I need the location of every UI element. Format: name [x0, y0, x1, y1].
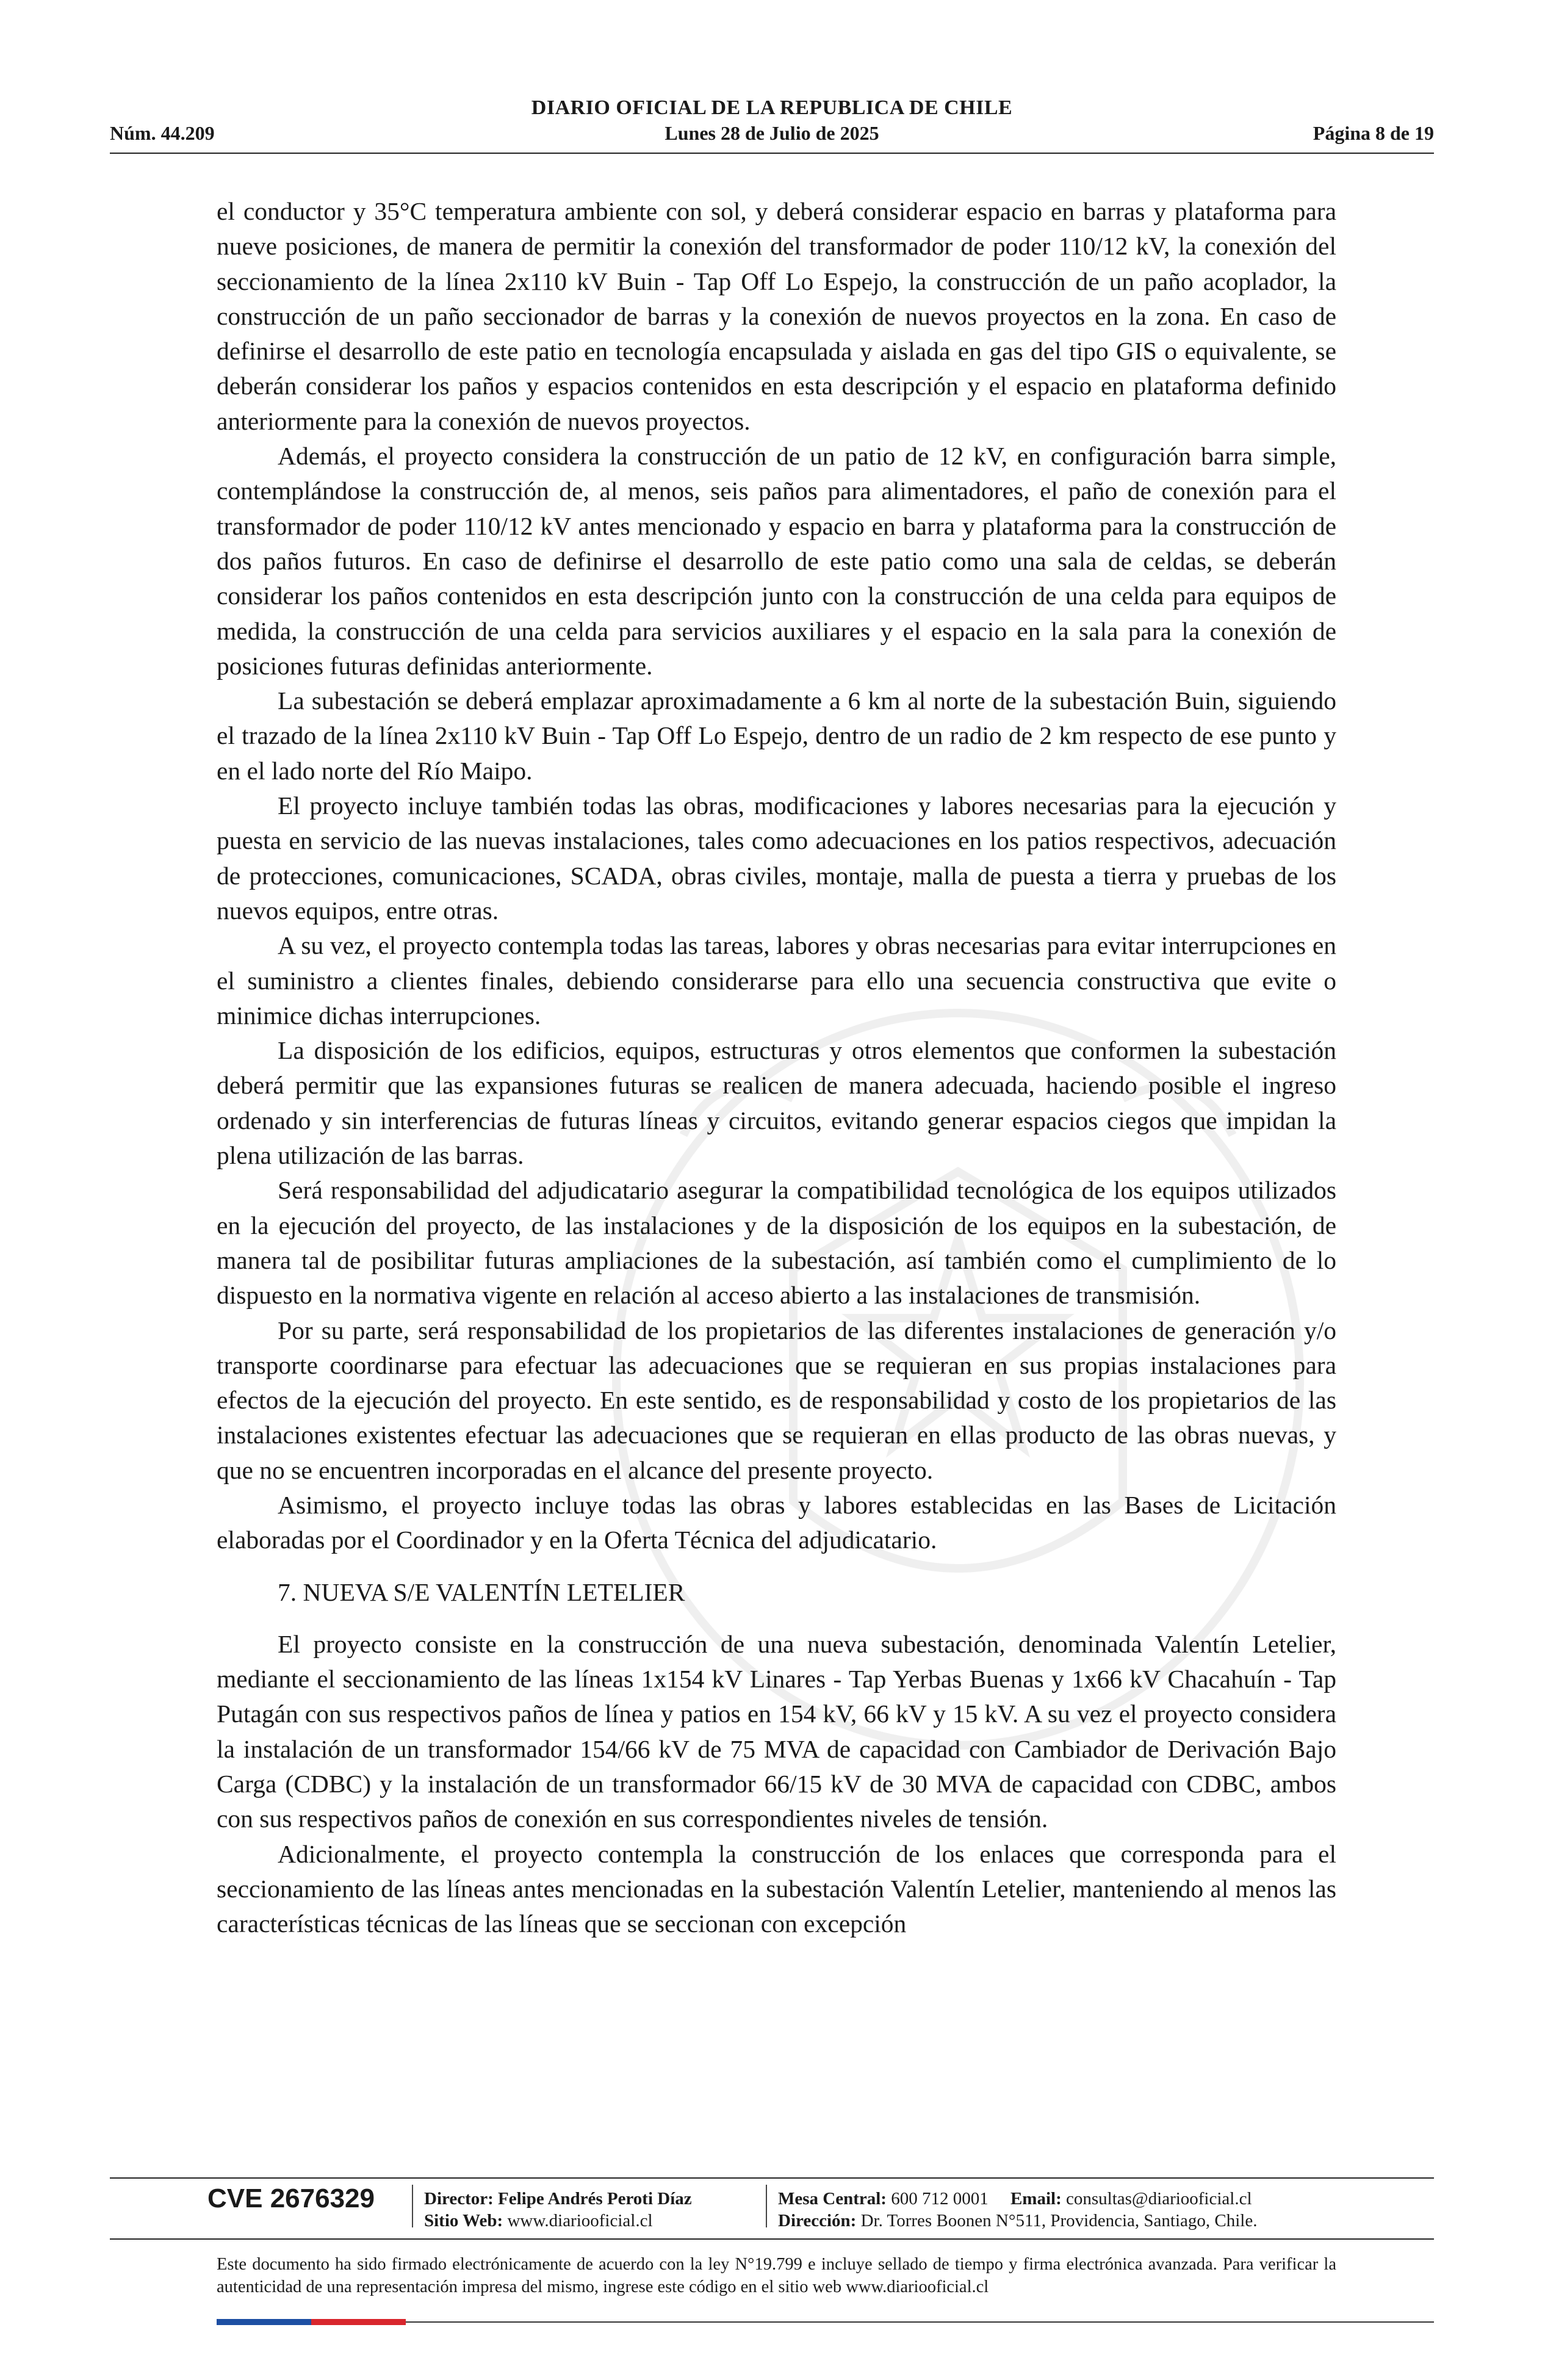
footer-bottom-line	[406, 2321, 1434, 2323]
page-indicator: Página 8 de 19	[1313, 122, 1434, 144]
paragraph: La subestación se deberá emplazar aproximadamente a 6 km al norte de la subestación Buin, siguiendo el trazado de la línea 2x110 kV Buin - Tap Off Lo Espejo, dentro de un radio de 2 km respecto de ese punto y en el lado norte del Río Maipo.	[217, 687, 1336, 785]
paragraph: A su vez, el proyecto contempla todas las tareas, labores y obras necesarias para evitar interrupciones en el suministro a clientes finales, debiendo considerarse para ello una secuencia constructiva que evite o minimice dichas interrupciones.	[217, 931, 1336, 1030]
director-name: Felipe Andrés Peroti Díaz	[498, 2189, 692, 2209]
mesa-central-label: Mesa Central:	[778, 2189, 887, 2209]
signature-notice: Este documento ha sido firmado electrónicamente de acuerdo con la ley N°19.799 e incluye sellado de tiempo y firma electrónica avanzada. Para verificar la autenticidad de una representación impresa del mismo, ingrese este código en el sitio web www.diariooficial.cl	[217, 2255, 1336, 2296]
email-label: Email:	[1010, 2189, 1062, 2209]
newspaper-title: DIARIO OFICIAL DE LA REPUBLICA DE CHILE	[531, 96, 1013, 119]
address-value: Dr. Torres Boonen N°511, Providencia, Santiago, Chile.	[860, 2211, 1258, 2230]
footer-separator	[766, 2185, 767, 2227]
issue-number: Núm. 44.209	[110, 122, 215, 144]
paragraph: Adicionalmente, el proyecto contempla la construcción de los enlaces que corresponda para el seccionamiento de las líneas antes mencionadas en la subestación Valentín Letelier, manteniendo al menos las características técnicas de las líneas que se seccionan con excepción	[217, 1839, 1336, 1938]
cve-code: CVE 2676329	[207, 2183, 375, 2213]
header-divider	[110, 153, 1434, 154]
flag-stripe	[217, 2319, 406, 2325]
paragraph: La disposición de los edificios, equipos, estructuras y otros elementos que conformen la subestación deberá permitir que las expansiones futuras se realicen de manera adecuada, haciendo posible el ingreso ordenado y sin interferencias de futuras líneas y circuitos, evitando generar espacios ciegos que impidan la plena utilización de las barras.	[217, 1036, 1336, 1170]
paragraph: Asimismo, el proyecto incluye todas las obras y labores establecidas en las Bases de Licitación elaboradas por el Coordinador y en la Oferta Técnica del adjudicatario.	[217, 1490, 1336, 1554]
footer-director-block	[424, 2188, 692, 2232]
footer-divider	[110, 2177, 1434, 2179]
address-label: Dirección:	[778, 2211, 857, 2230]
document-body	[217, 194, 1336, 1942]
website-label: Sitio Web:	[424, 2211, 503, 2230]
director-label: Director:	[424, 2189, 494, 2209]
paragraph: Por su parte, será responsabilidad de los propietarios de las diferentes instalaciones de generación y/o transporte coordinarse para efectuar las adecuaciones que se requieran en sus propias instalaciones para efectos de la ejecución del proyecto. En este sentido, es de responsabilidad y costo de los propietarios de las instalaciones existentes efectuar las adecuaciones que se requieran en ellas producto de las obras nuevas, y que no se encuentren incorporadas en el alcance del presente proyecto.	[217, 1316, 1336, 1484]
flag-blue-segment	[217, 2319, 311, 2325]
email-link[interactable]: consultas@diariooficial.cl	[1066, 2189, 1252, 2209]
footer-separator	[412, 2185, 413, 2227]
issue-date: Lunes 28 de Julio de 2025	[665, 122, 879, 144]
section-heading: 7. NUEVA S/E VALENTÍN LETELIER	[278, 1578, 685, 1606]
paragraph: El proyecto consiste en la construcción de una nueva subestación, denominada Valentín Letelier, mediante el seccionamiento de las líneas 1x154 kV Linares - Tap Yerbas Buenas y 1x66 kV Chacahuín - Tap Putagán con sus respectivos paños de línea y patios en 154 kV, 66 kV y 15 kV. A su vez el proyecto considera la instalación de un transformador 154/66 kV de 75 MVA de capacidad con Cambiador de Derivación Bajo Carga (CDBC) y la instalación de un transformador 66/15 kV de 30 MVA de capacidad con CDBC, ambos con sus respectivos paños de conexión en sus correspondientes niveles de tensión.	[217, 1629, 1336, 1833]
paragraph: el conductor y 35°C temperatura ambiente con sol, y deberá considerar espacio en barras y plataforma para nueve posiciones, de manera de permitir la conexión del transformador de poder 110/12 kV, la conexión del seccionamiento de la línea 2x110 kV Buin - Tap Off Lo Espejo, la construcción de un paño acoplador, la construcción de un paño seccionador de barras y la conexión de nuevos proyectos en la zona. En caso de definirse el desarrollo de este patio en tecnología encapsulada y aislada en gas del tipo GIS o equivalente, se deberán considerar los paños y espacios contenidos en esta descripción y el espacio en plataforma definido anteriormente para la conexión de nuevos proyectos.	[217, 197, 1336, 435]
website-link[interactable]: www.diariooficial.cl	[507, 2211, 653, 2230]
paragraph: El proyecto incluye también todas las obras, modificaciones y labores necesarias para la ejecución y puesta en servicio de las nuevas instalaciones, tales como adecuaciones en los patios respectivos, adecuación de protecciones, comunicaciones, SCADA, obras civiles, montaje, malla de puesta a tierra y pruebas de los nuevos equipos, entre otras.	[217, 792, 1336, 925]
footer-divider	[110, 2238, 1434, 2240]
flag-red-segment	[311, 2319, 406, 2325]
paragraph: Además, el proyecto considera la construcción de un patio de 12 kV, en configuración barra simple, contemplándose la construcción de, al menos, seis paños para alimentadores, el paño de conexión para el transformador de poder 110/12 kV antes mencionado y espacio en barra y plataforma para la construcción de dos paños futuros. En caso de definirse el desarrollo de este patio como una sala de celdas, se deberán considerar los paños contenidos en esta descripción junto con la construcción de una celda para equipos de medida, la construcción de una celda para servicios auxiliares y el espacio en la sala para la conexión de posiciones futuras definidas anteriormente.	[217, 442, 1336, 680]
header-row	[110, 122, 1434, 146]
footer-contact-block	[778, 2188, 1257, 2232]
mesa-central-phone: 600 712 0001	[891, 2189, 989, 2209]
paragraph: Será responsabilidad del adjudicatario asegurar la compatibilidad tecnológica de los equipos utilizados en la ejecución del proyecto, de las instalaciones y de la disposición de los equipos en la subestación, de manera tal de posibilitar futuras ampliaciones de la subestación, así también como el cumplimiento de lo dispuesto en la normativa vigente en relación al acceso abierto a las instalaciones de transmisión.	[217, 1176, 1336, 1310]
